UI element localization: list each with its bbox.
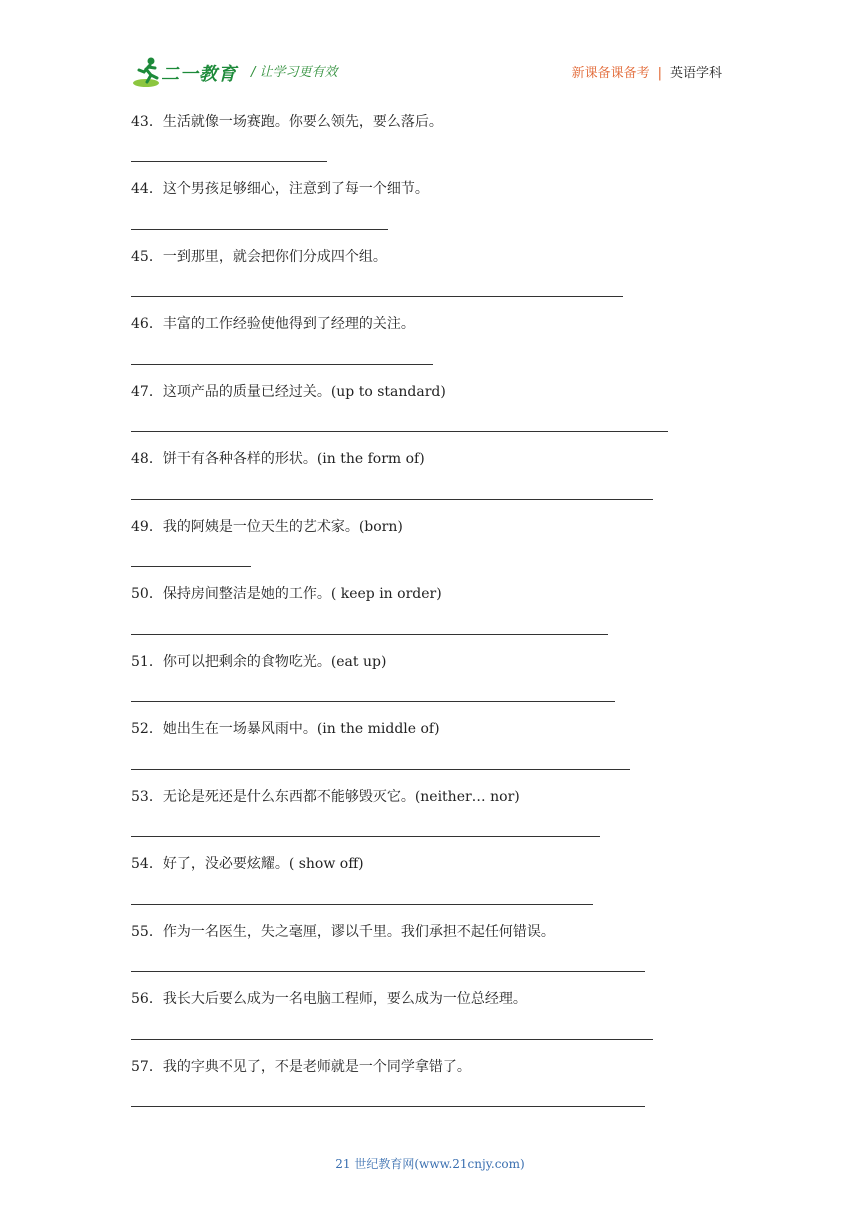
question-item — [131, 585, 731, 603]
question-item — [131, 518, 731, 536]
question-text: 56．我长大后要么成为一名电脑工程师，要么成为一位总经理。 — [131, 991, 527, 1007]
page-header — [0, 0, 860, 100]
question-text: 53．无论是死还是什么东西都不能够毁灭它。(neither… nor) — [131, 789, 520, 805]
answer-line[interactable] — [131, 634, 608, 635]
answer-line[interactable] — [131, 1106, 645, 1107]
question-text: 51．你可以把剩余的食物吃光。(eat up) — [131, 654, 387, 670]
answer-line[interactable] — [131, 701, 615, 702]
answer-line[interactable] — [131, 161, 327, 162]
question-item — [131, 113, 731, 131]
header-right-secondary: 英语学科 — [669, 66, 722, 81]
answer-line[interactable] — [131, 836, 600, 837]
slogan: / 让学习更有效 — [251, 65, 338, 80]
question-text: 50．保持房间整洁是她的工作。( keep in order) — [131, 586, 442, 602]
question-item — [131, 923, 731, 941]
question-text: 57．我的字典不见了，不是老师就是一个同学拿错了。 — [131, 1059, 471, 1075]
answer-line[interactable] — [131, 566, 251, 567]
answer-line[interactable] — [131, 229, 388, 230]
answer-line[interactable] — [131, 296, 623, 297]
question-item — [131, 450, 731, 468]
question-text: 45．一到那里，就会把你们分成四个组。 — [131, 249, 387, 265]
answer-line[interactable] — [131, 499, 653, 500]
answer-line[interactable] — [131, 904, 593, 905]
runner-logo-icon — [133, 56, 163, 88]
answer-line[interactable] — [131, 1039, 653, 1040]
question-item — [131, 1058, 731, 1076]
answer-line[interactable] — [131, 971, 645, 972]
question-text: 43．生活就像一场赛跑。你要么领先，要么落后。 — [131, 114, 443, 130]
logo-text: 二一教育 — [161, 64, 237, 85]
question-text: 52．她出生在一场暴风雨中。(in the middle of) — [131, 721, 440, 737]
question-text: 48．饼干有各种各样的形状。(in the form of) — [131, 451, 425, 467]
question-text: 55．作为一名医生，失之毫厘，谬以千里。我们承担不起任何错误。 — [131, 924, 555, 940]
answer-line[interactable] — [131, 431, 668, 432]
answer-line[interactable] — [131, 364, 433, 365]
question-text: 49．我的阿姨是一位天生的艺术家。(born) — [131, 519, 403, 535]
question-item — [131, 180, 731, 198]
question-text: 54．好了，没必要炫耀。( show off) — [131, 856, 364, 872]
question-item — [131, 990, 731, 1008]
question-item — [131, 720, 731, 738]
logo — [133, 56, 243, 90]
page-footer: 21 世纪教育网(www.21cnjy.com) — [335, 1157, 525, 1171]
header-separator: | — [657, 66, 662, 81]
question-item — [131, 788, 731, 806]
header-right — [572, 62, 722, 81]
answer-line[interactable] — [131, 769, 630, 770]
question-item — [131, 248, 731, 266]
question-item — [131, 315, 731, 333]
header-right-primary: 新课备课备考 — [571, 66, 650, 81]
question-text: 44．这个男孩足够细心，注意到了每一个细节。 — [131, 181, 429, 197]
question-item — [131, 383, 731, 401]
question-item — [131, 855, 731, 873]
question-item — [131, 653, 731, 671]
question-text: 47．这项产品的质量已经过关。(up to standard) — [131, 384, 446, 400]
question-text: 46．丰富的工作经验使他得到了经理的关注。 — [131, 316, 415, 332]
